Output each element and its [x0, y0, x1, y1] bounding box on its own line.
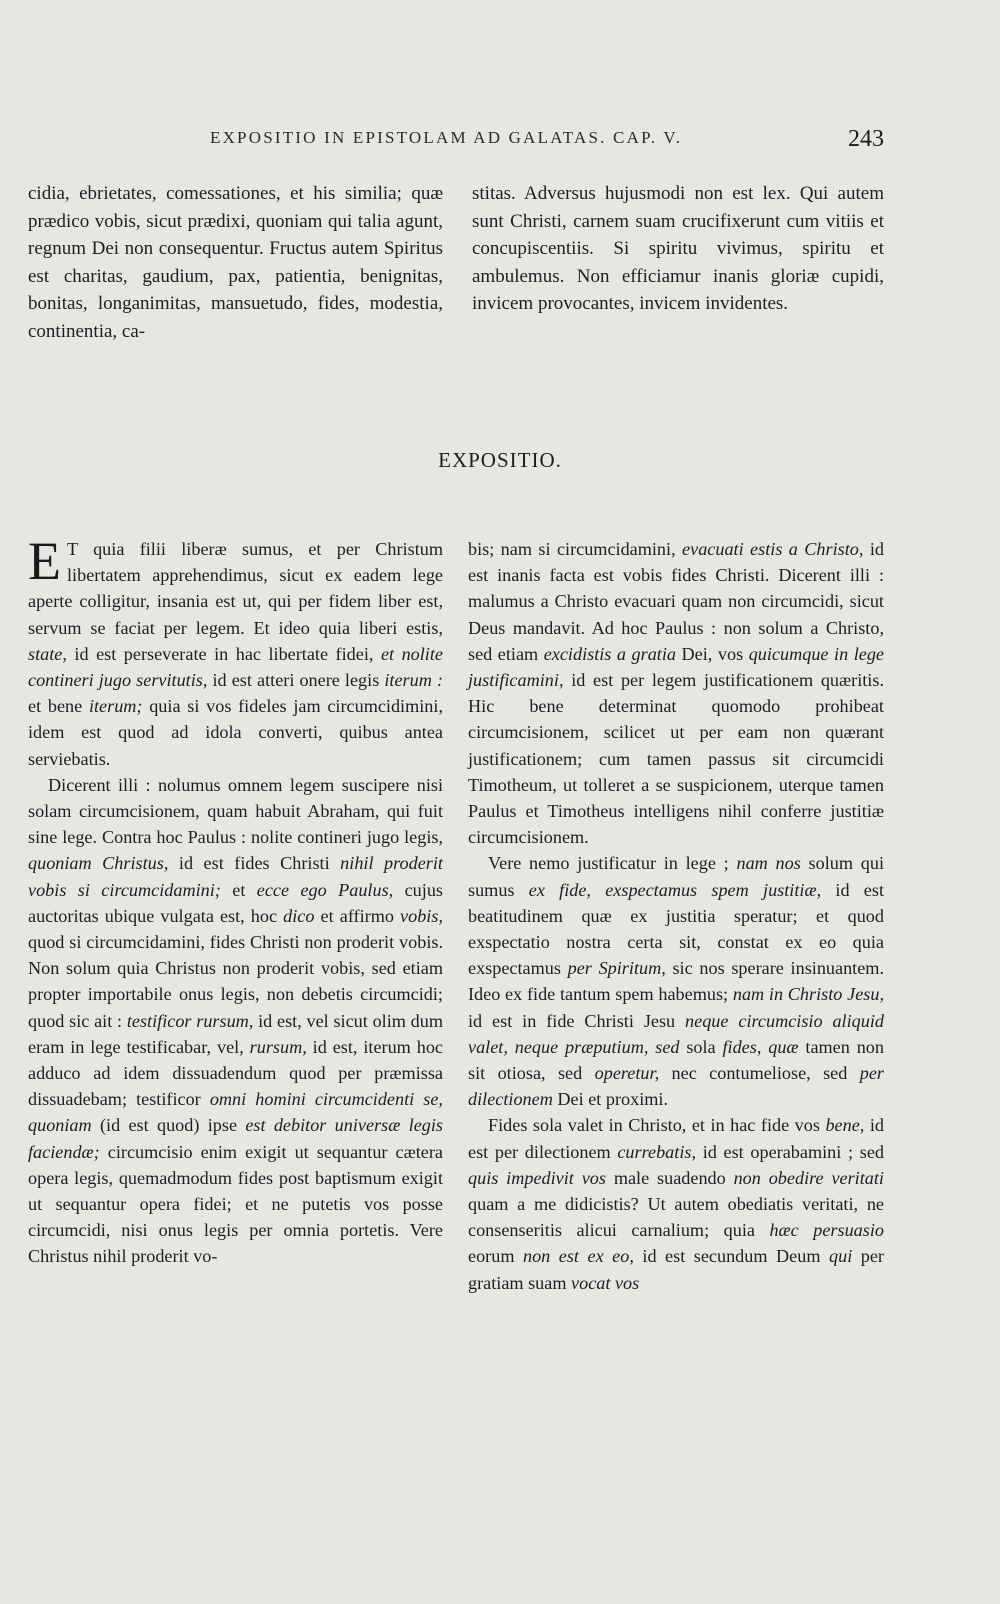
drop-cap: E: [28, 531, 61, 591]
text-run: et bene: [28, 696, 89, 717]
page-number: 243: [848, 126, 884, 152]
text-run: id est secundum Deum: [633, 1246, 829, 1267]
text-run: sic nos sperare insinuantem. Ideo ex fide tantum spem habemus;: [468, 958, 884, 1005]
text-run: id est per dilectionem: [468, 1115, 884, 1162]
text-run: et: [220, 879, 257, 900]
italic-run: nam in Christo Jesu,: [732, 984, 884, 1005]
scripture-paragraph: cidia, ebrietates, comessationes, et his similia; quæ prædico vobis, sicut prædixi, quoniam qui talia agunt, regnum Dei non consequentur. Fructus autem Spiritus est charitas, gaudium, pax, patientia, benignitas, bonitas, longanimitas, mansuetudo, fides, modestia, continentia, ca-: [28, 183, 443, 342]
commentary-right-column: [468, 536, 884, 1296]
italic-run: ex fide, exspectamus spem justitiæ,: [528, 879, 822, 900]
text-run: circumcisio enim exigit ut sequantur cætera opera legis, quemadmodum fides post baptismum exigit ut sequantur opera fidei; et ne putetis vos posse circumcidi, nisi onus legis per omnia portetis. Vere Christus nihil proderit vo-: [28, 1141, 443, 1267]
commentary-paragraph: [468, 1112, 884, 1295]
commentary-paragraph: [28, 531, 444, 772]
italic-run: neque circumcisio aliquid valet, neque præputium, sed: [468, 1010, 884, 1057]
italic-run: per Spiritum,: [567, 958, 666, 979]
text-run: male suadendo: [605, 1167, 734, 1188]
italic-run: operetur,: [594, 1063, 660, 1084]
italic-run: rursum,: [249, 1036, 307, 1057]
text-run: solum qui sumus: [468, 853, 885, 900]
italic-run: excidistis a gratia: [543, 643, 677, 664]
page-header: [0, 126, 1000, 156]
italic-run: iterum;: [88, 696, 143, 717]
text-run: cujus auctoritas ubique vulgata est, hoc: [28, 879, 443, 926]
text-run: et affirmo: [314, 905, 401, 926]
italic-run: evacuati estis a Christo,: [682, 539, 864, 559]
text-run: id est atteri onere legis: [207, 670, 385, 691]
text-run: Dei et proximi.: [552, 1089, 669, 1110]
text-run: Dicerent illi : nolumus omnem legem suscipere nisi solam circumcisionem, quam habuit Abraham, qui fuit sine lege. Contra hoc Paulus : nolite contineri jugo legis,: [28, 774, 443, 848]
italic-run: non est ex eo,: [522, 1246, 634, 1267]
italic-run: omni homini circumcidenti se, quoniam: [28, 1089, 443, 1136]
italic-run: non obedire veritati: [733, 1167, 884, 1188]
italic-run: iterum :: [384, 670, 444, 691]
scripture-text-right-column: [472, 180, 884, 318]
running-title: EXPOSITIO IN EPISTOLAM AD GALATAS. CAP. V.: [210, 128, 683, 147]
italic-run: bene,: [825, 1115, 865, 1136]
text-run: Vere nemo justificatur in lege ;: [488, 853, 737, 874]
text-run: (id est quod) ipse: [91, 1115, 246, 1136]
text-run: quia si vos fideles jam circumcidimini, idem est quod ad idola converti, quibus antea serviebatis.: [28, 696, 444, 769]
text-run: id est, iterum hoc adduco ad idem dissuadendum quod per præmissa dissuadebam; testificor: [28, 1036, 443, 1110]
text-run: id est per legem justificationem quæritis. Hic bene determinat quomodo prohibeat circumcisionem, scilicet ut per eam non quærant justificationem; cum tamen passus sit circumcidi Timotheum, ut tolleret a se suspicionem, uterque tamen Paulus et Timotheus intelligens nihil conferre justitiæ circumcisionem.: [468, 670, 884, 848]
italic-run: per dilectionem: [468, 1063, 884, 1110]
italic-run: testificor rursum,: [126, 1010, 254, 1031]
italic-run: currebatis,: [617, 1141, 696, 1162]
italic-run: hæc persuasio: [769, 1220, 884, 1241]
italic-run: dico: [283, 905, 315, 926]
text-run: id est, vel sicut olim dum eram in lege testificabar, vel,: [28, 1010, 443, 1057]
section-heading: EXPOSITIO.: [438, 448, 562, 472]
text-run: per gratiam suam: [468, 1246, 884, 1293]
text-run: eorum: [468, 1246, 523, 1267]
scripture-text-left-column: [28, 180, 443, 346]
italic-run: vobis,: [400, 905, 443, 926]
italic-run: quoniam Christus,: [28, 853, 169, 874]
text-run: id est in fide Christi Jesu: [468, 1010, 686, 1031]
text-run: id est beatitudinem quæ ex justitia speratur; et quod exspectatio nostra certa sit, constat ex eo quia exspectamus: [468, 879, 884, 979]
italic-run: nam nos: [736, 853, 801, 874]
text-run: Dei, vos: [676, 643, 749, 664]
commentary-paragraph: [28, 772, 443, 1270]
text-run: id est inanis facta est vobis fides Christi. Dicerent illi : malumus a Christo evacuari quam non circumcidi, sicut Deus mandavit. Ad hoc Paulus : non solum a Christo, sed etiam: [468, 539, 884, 664]
text-run: nec contumeliose, sed: [659, 1063, 860, 1084]
text-run: bis; nam si circumcidamini,: [468, 539, 683, 559]
scripture-paragraph: stitas. Adversus hujusmodi non est lex. Qui autem sunt Christi, carnem suam crucifixerunt cum vitiis et concupiscentiis. Si spiritu vivimus, spiritu et ambulemus. Non efficiamur inanis gloriæ cupidi, invicem provocantes, invicem invidentes.: [472, 183, 884, 315]
commentary-left-column: [28, 531, 444, 1270]
text-run: sola: [679, 1036, 723, 1057]
commentary-paragraph: [468, 536, 884, 850]
text-run: T quia filii liberæ sumus, et per Christum libertatem apprehendimus, sicut ex eadem lege aperte colligitur, insania est ut, qui per fidem liber est, servum se faciat per legem. Et ideo quia liberi estis,: [28, 539, 443, 638]
text-run: id est perseverate in hac libertate fidei,: [66, 643, 381, 664]
italic-run: nihil proderit vobis si circumcidamini;: [28, 853, 443, 900]
italic-run: ecce ego Paulus,: [256, 879, 394, 900]
italic-run: quicumque in lege justificamini,: [468, 643, 884, 691]
italic-run: est debitor universæ legis faciendæ;: [28, 1115, 444, 1162]
italic-run: vocat vos: [571, 1272, 640, 1293]
text-run: quam a me didicistis? Ut autem obediatis veritati, ne consenseritis alicui carnalium; quia: [468, 1194, 884, 1241]
italic-run: fides, quæ: [722, 1036, 799, 1057]
text-run: tamen non sit otiosa, sed: [468, 1036, 884, 1084]
paragraph-body: [28, 531, 444, 769]
italic-run: state,: [28, 643, 67, 664]
text-run: id est operabamini ; sed: [696, 1141, 884, 1162]
italic-run: et nolite contineri jugo servitutis,: [28, 643, 443, 691]
commentary-paragraph: [468, 850, 884, 1112]
text-run: Fides sola valet in Christo, et in hac fide vos: [488, 1115, 826, 1136]
text-run: quod si circumcidamini, fides Christi non proderit vobis. Non solum quia Christus non proderit vobis, sed etiam propter importabile onus legis, non debetis circumcidi; quod sic ait :: [28, 932, 443, 1031]
text-run: id est fides Christi: [168, 853, 341, 874]
italic-run: qui: [829, 1246, 853, 1267]
italic-run: quis impedivit vos: [468, 1167, 606, 1188]
